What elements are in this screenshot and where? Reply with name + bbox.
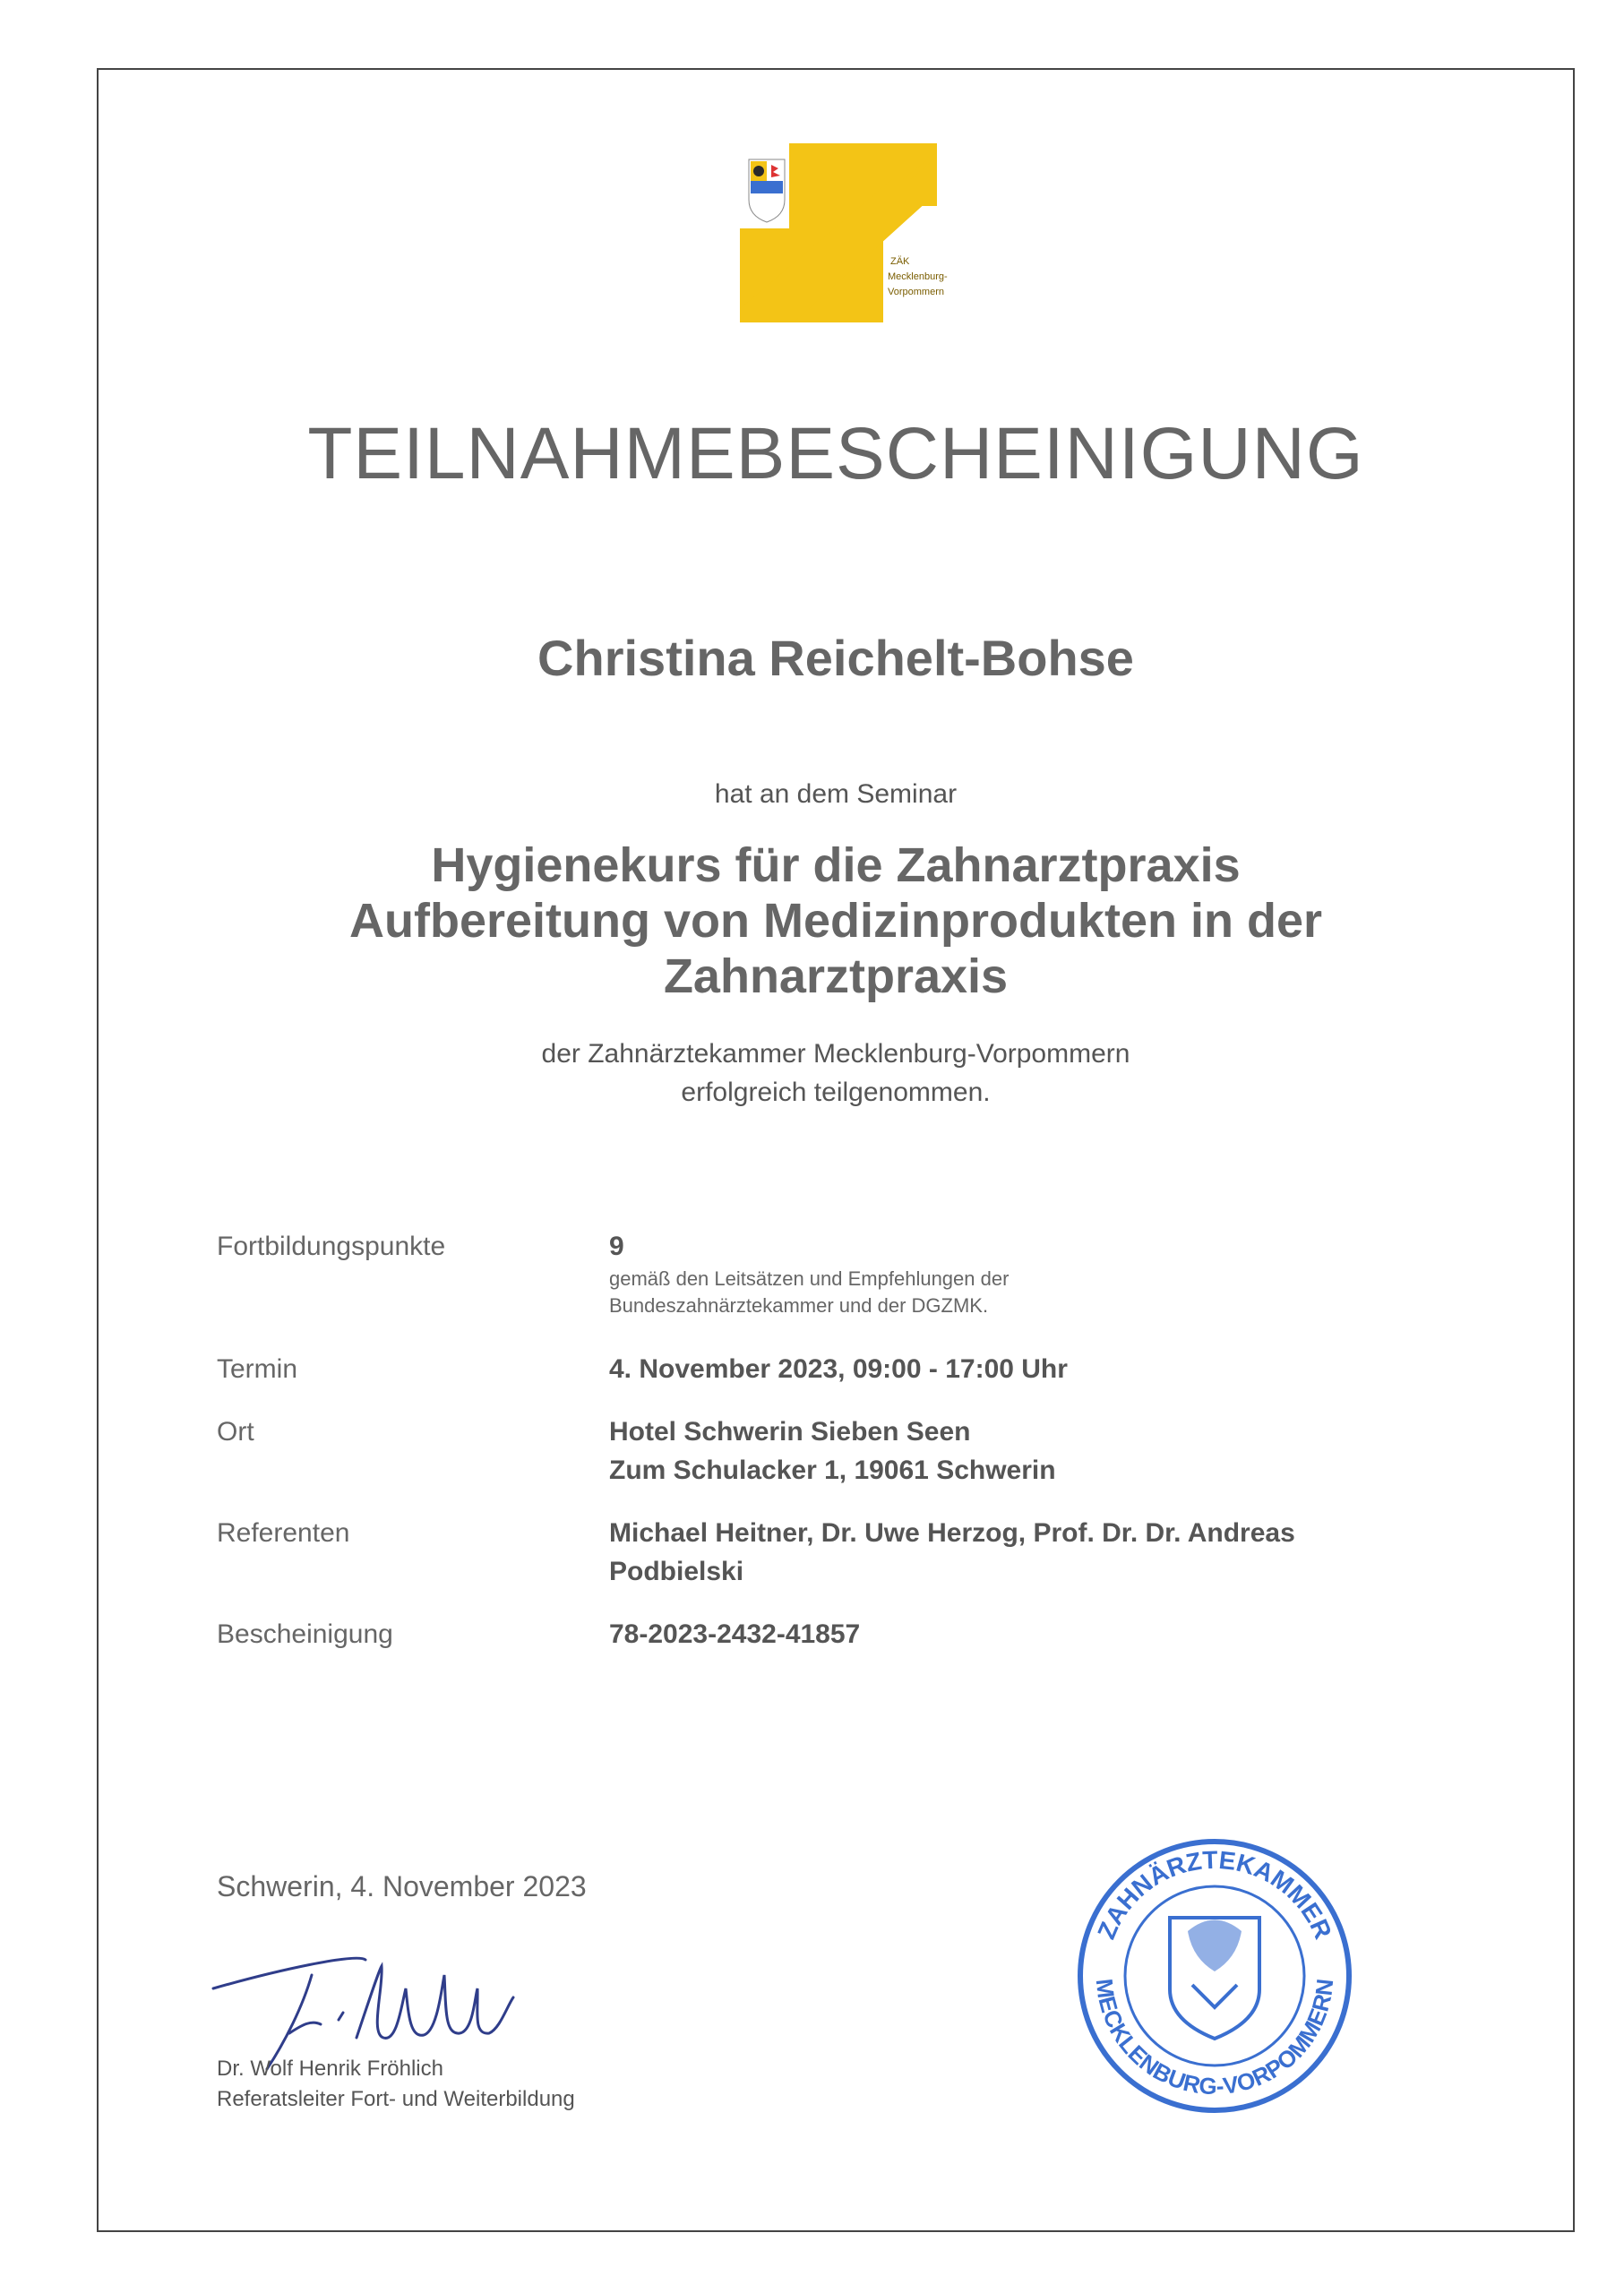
svg-text:ZAHNÄRZTEKAMMER: ZAHNÄRZTEKAMMER: [1092, 1845, 1337, 1944]
date-value: 4. November 2023, 09:00 - 17:00 Uhr: [609, 1354, 1068, 1384]
course-title-line: Zahnarztpraxis: [663, 949, 1009, 1003]
document-title: TEILNAHMEBESCHEINIGUNG: [307, 413, 1364, 494]
place-value: Hotel Schwerin Sieben Seen: [609, 1417, 971, 1447]
place-label: Ort: [217, 1417, 254, 1447]
participant-name: Christina Reichelt-Bohse: [537, 630, 1134, 686]
zaek-logo-icon: [740, 143, 948, 322]
svg-text:MECKLENBURG-VORPOMMERN: MECKLENBURG-VORPOMMERN: [1090, 1977, 1339, 2100]
course-title-line: Aufbereitung von Medizinprodukten in der: [349, 894, 1322, 948]
speakers-label: Referenten: [217, 1518, 350, 1548]
speakers-value: Michael Heitner, Dr. Uwe Herzog, Prof. Dr. Dr. Andreas: [609, 1518, 1295, 1548]
course-title: [97, 837, 1575, 1004]
svg-text:Vorpommern: Vorpommern: [888, 287, 944, 297]
signer-name: Dr. Wolf Henrik Fröhlich: [217, 2057, 443, 2081]
points-note: Bundeszahnärztekammer und der DGZMK.: [609, 1294, 989, 1317]
points-note: gemäß den Leitsätzen und Empfehlungen der: [609, 1267, 1010, 1290]
svg-text:Mecklenburg-: Mecklenburg-: [888, 271, 948, 282]
official-seal-icon: [1071, 1833, 1358, 2119]
points-label: Fortbildungspunkte: [217, 1232, 446, 1261]
certificate-number: 78-2023-2432-41857: [609, 1619, 861, 1649]
signer-role: Referatsleiter Fort- und Weiterbildung: [217, 2087, 575, 2111]
certificate-label: Bescheinigung: [217, 1619, 393, 1649]
organizer-line: der Zahnärztekammer Mecklenburg-Vorpommern: [541, 1039, 1130, 1069]
course-title-line: Hygienekurs für die Zahnarztpraxis: [431, 838, 1241, 892]
place-date: Schwerin, 4. November 2023: [217, 1870, 587, 1902]
date-label: Termin: [217, 1354, 298, 1384]
speakers-value-cont: Podbielski: [609, 1557, 744, 1586]
svg-text:ZÄK: ZÄK: [890, 256, 910, 267]
seminar-intro: hat an dem Seminar: [714, 779, 958, 809]
place-address: Zum Schulacker 1, 19061 Schwerin: [609, 1456, 1056, 1485]
completion-line: erfolgreich teilgenommen.: [681, 1078, 991, 1107]
points-value: 9: [609, 1232, 624, 1261]
